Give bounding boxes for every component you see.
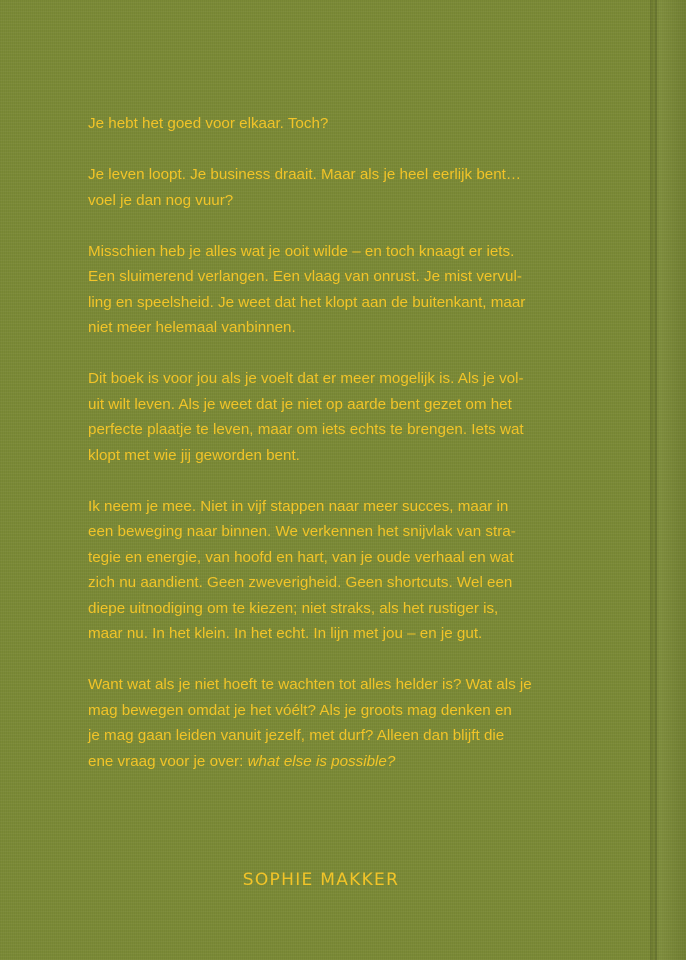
blurb-line: je mag gaan leiden vanuit jezelf, met durf? Alleen dan blijft die (88, 727, 505, 744)
closing-question: what else is possible? (247, 752, 396, 770)
blurb-line: Je leven loopt. Je business draait. Maar als je heel eerlijk bent… (88, 166, 522, 183)
blurb-paragraph (88, 366, 558, 468)
blurb-line: ling en speelsheid. Je weet dat het klopt aan de buitenkant, maar (88, 293, 526, 311)
blurb-paragraph (88, 494, 558, 647)
closing-line-prefix: ene vraag voor je over: (88, 752, 248, 770)
blurb-line: Misschien heb je alles wat je ooit wilde – en toch knaagt er iets. (88, 242, 515, 260)
blurb-line: niet meer helemaal vanbinnen. (88, 319, 296, 336)
blurb-line: Een sluimerend verlangen. Een vlaag van onrust. Je mist vervul- (88, 268, 522, 285)
blurb-line: zich nu aandient. Geen zweverigheid. Geen shortcuts. Wel een (88, 574, 513, 591)
blurb-line: maar nu. In het klein. In het echt. In lijn met jou – en je gut. (88, 625, 483, 642)
blurb-paragraph (88, 672, 558, 774)
book-spine-groove (655, 0, 657, 960)
blurb-line: Je hebt het goed voor elkaar. Toch? (88, 115, 329, 132)
blurb-line: Ik neem je mee. Niet in vijf stappen naar meer succes, maar in (88, 497, 509, 515)
blurb-line: Dit boek is voor jou als je voelt dat er meer mogelijk is. Als je vol- (88, 370, 524, 387)
blurb-paragraph (88, 239, 558, 341)
blurb-paragraph (88, 162, 558, 213)
blurb-line: uit wilt leven. Als je weet dat je niet op aarde bent gezet om het (88, 395, 512, 413)
blurb-line: mag bewegen omdat je het vóélt? Als je groots mag denken en (88, 701, 512, 719)
blurb-line: tegie en energie, van hoofd en hart, van je oude verhaal en wat (88, 548, 514, 566)
blurb-paragraph (88, 111, 558, 137)
blurb-text (88, 111, 558, 800)
author-name: SOPHIE MAKKER (242, 870, 400, 890)
blurb-line: voel je dan nog vuur? (88, 191, 234, 209)
blurb-line: diepe uitnodiging om te kiezen; niet straks, als het rustiger is, (88, 599, 499, 617)
blurb-line: Want wat als je niet hoeft te wachten tot alles helder is? Wat als je (88, 676, 532, 693)
blurb-line: klopt met wie jij geworden bent. (88, 446, 300, 464)
blurb-line: perfecte plaatje te leven, maar om iets echts te brengen. Iets wat (88, 421, 524, 438)
blurb-line: een beweging naar binnen. We verkennen het snijvlak van stra- (88, 523, 516, 540)
